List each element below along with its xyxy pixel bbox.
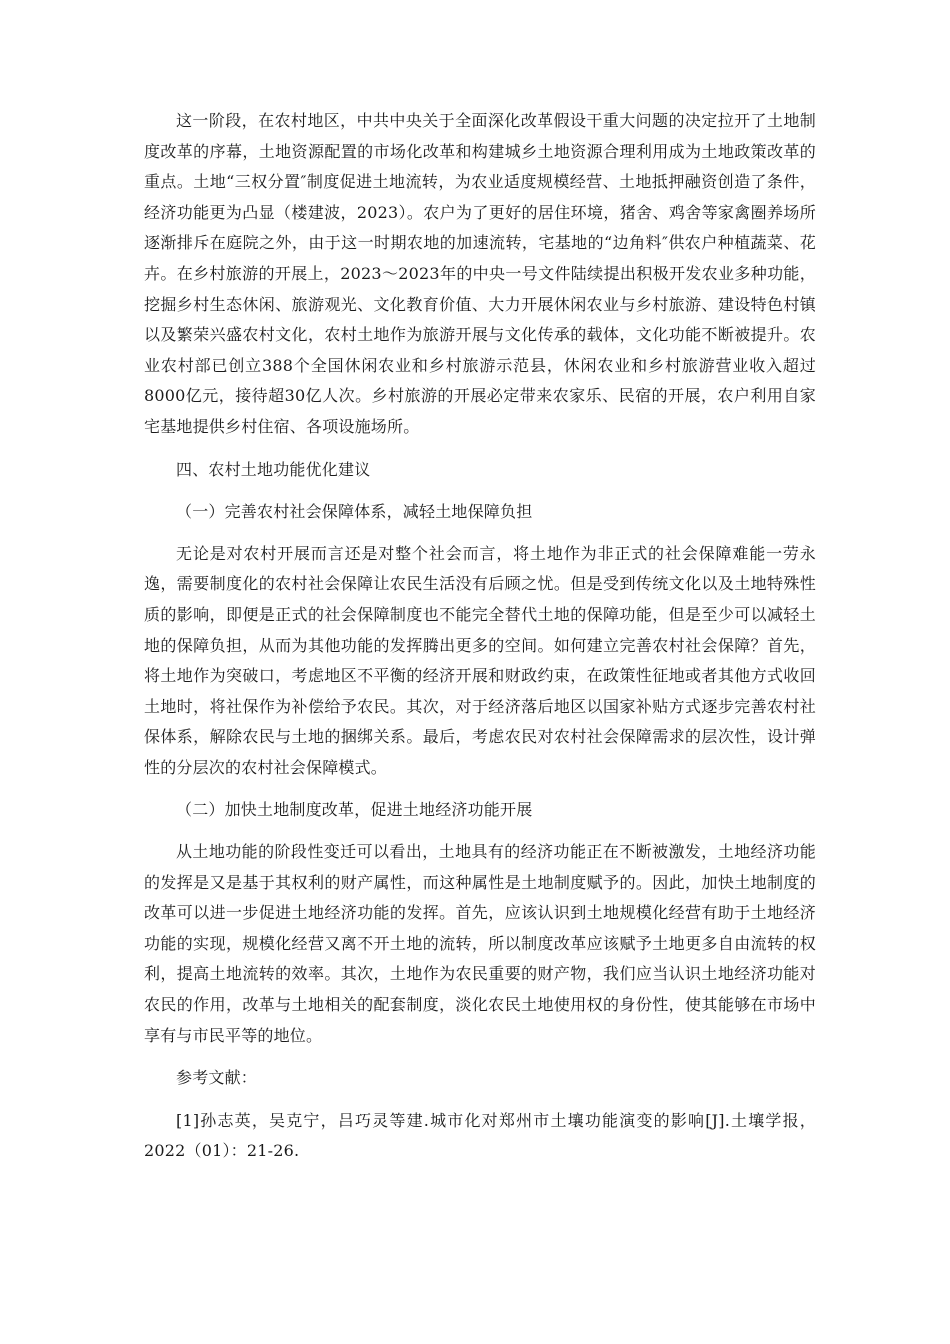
- subsection1-heading: （一）完善农村社会保障体系，减轻土地保障负担: [176, 502, 533, 522]
- subsection1-paragraph: 无论是对农村开展而言还是对整个社会而言，将土地作为非正式的社会保障难能一劳永逸，需要制度化的农村社会保障让农民生活没有后顾之忧。但是受到传统文化以及土地特殊性质的影响，即便是正式的社会保障制度也不能完全替代土地的保障功能，但是至少可以减轻土地的保障负担，从而为其他功能的发挥腾出更多的空间。如何建立完善农村社会保障？首先，将土地作为突破口，考虑地区不平衡的经济开展和财政约束，在政策性征地或者其他方式收回土地时，将社保作为补偿给予农民。其次，对于经济落后地区以国家补贴方式逐步完善农村社保体系，解除农民与土地的捆绑关系。最后，考虑农民对农村社会保障需求的层次性，设计弹性的分层次的农村社会保障模式。: [144, 543, 816, 777]
- references-heading: 参考文献：: [176, 1068, 258, 1088]
- reference-item-1: [1]孙志英，吴克宁，吕巧灵等建.城市化对郑州市土壤功能演变的影响[J].土壤学报，2022（01）：21-26.: [144, 1110, 816, 1161]
- section3-paragraph: 这一阶段，在农村地区，中共中央关于全面深化改革假设干重大问题的决定拉开了土地制度改革的序幕，土地资源配置的市场化改革和构建城乡土地资源合理利用成为土地政策改革的重点。土地“三权分置″制度促进土地流转，为农业适度规模经营、土地抵押融资创造了条件，经济功能更为凸显（楼建波，2023）。农户为了更好的居住环境，猪舍、鸡舍等家禽圈养场所逐渐排斥在庭院之外，由于这一时期农地的加速流转，宅基地的“边角料″供农户种植蔬菜、花卉。在乡村旅游的开展上，2023～2023年的中央一号文件陆续提出积极开发农业多种功能，挖掘乡村生态休闲、旅游观光、文化教育价值、大力开展休闲农业与乡村旅游、建设特色村镇以及繁荣兴盛农村文化，农村土地作为旅游开展与文化传承的载体，文化功能不断被提升。农业农村部已创立388个全国休闲农业和乡村旅游示范县，休闲农业和乡村旅游营业收入超过8000亿元，接待超30亿人次。乡村旅游的开展必定带来农家乐、民宿的开展，农户利用自家宅基地提供乡村住宿、各项设施场所。: [144, 111, 816, 436]
- section4-heading: 四、农村土地功能优化建议: [176, 459, 371, 479]
- subsection2-heading: （二）加快土地制度改革，促进土地经济功能开展: [176, 800, 533, 820]
- subsection2-paragraph: 从土地功能的阶段性变迁可以看出，土地具有的经济功能正在不断被激发，土地经济功能的发挥是又是基于其权利的财产属性，而这种属性是土地制度赋予的。因此，加快土地制度的改革可以进一步促进土地经济功能的发挥。首先，应该认识到土地规模化经营有助于土地经济功能的实现，规模化经营又离不开土地的流转，所以制度改革应该赋予土地更多自由流转的权利，提高土地流转的效率。其次，土地作为农民重要的财产物，我们应当认识土地经济功能对农民的作用，改革与土地相关的配套制度，淡化农民土地使用权的身份性，使其能够在市场中享有与市民平等的地位。: [144, 842, 816, 1045]
- document-page: [144, 106, 816, 1167]
